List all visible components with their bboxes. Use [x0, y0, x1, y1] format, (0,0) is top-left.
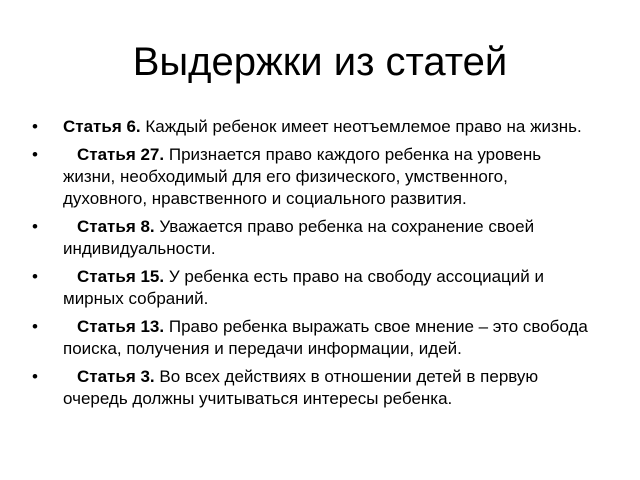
article-text: Признается право каждого ребенка на уровень жизни, необходимый для его физического, умственного, духовного, нравственного и социального развития.	[63, 145, 542, 208]
article-text: Каждый ребенок имеет неотъемлемое право на жизнь.	[145, 117, 582, 136]
bullet-icon: •	[32, 367, 38, 386]
article-label: Статья 8.	[77, 217, 155, 236]
bullet-icon: •	[32, 217, 38, 236]
list-item	[0, 116, 640, 138]
article-label: Статья 27.	[77, 145, 165, 164]
article-text: Уважается право ребенка на сохранение своей индивидуальности.	[63, 217, 535, 258]
article-label: Статья 6.	[63, 117, 141, 136]
article-label: Статья 15.	[77, 267, 165, 286]
list-item	[0, 316, 640, 360]
bullet-icon: •	[32, 145, 38, 164]
article-text: У ребенка есть право на свободу ассоциаций и мирных собраний.	[63, 267, 544, 308]
bullet-icon: •	[32, 117, 38, 136]
list-item	[0, 366, 640, 410]
list-item	[0, 266, 640, 310]
article-text: Во всех действиях в отношении детей в первую очередь должны учитываться интересы ребенка.	[63, 367, 539, 408]
article-label: Статья 3.	[77, 367, 155, 386]
bullet-icon: •	[32, 267, 38, 286]
article-label: Статья 13.	[77, 317, 165, 336]
article-text: Право ребенка выражать свое мнение – это свобода поиска, получения и передачи информации, идей.	[63, 317, 588, 358]
slide-title: Выдержки из статей	[132, 40, 508, 84]
article-list	[0, 116, 640, 416]
bullet-icon: •	[32, 317, 38, 336]
list-item	[0, 144, 640, 210]
list-item	[0, 216, 640, 260]
